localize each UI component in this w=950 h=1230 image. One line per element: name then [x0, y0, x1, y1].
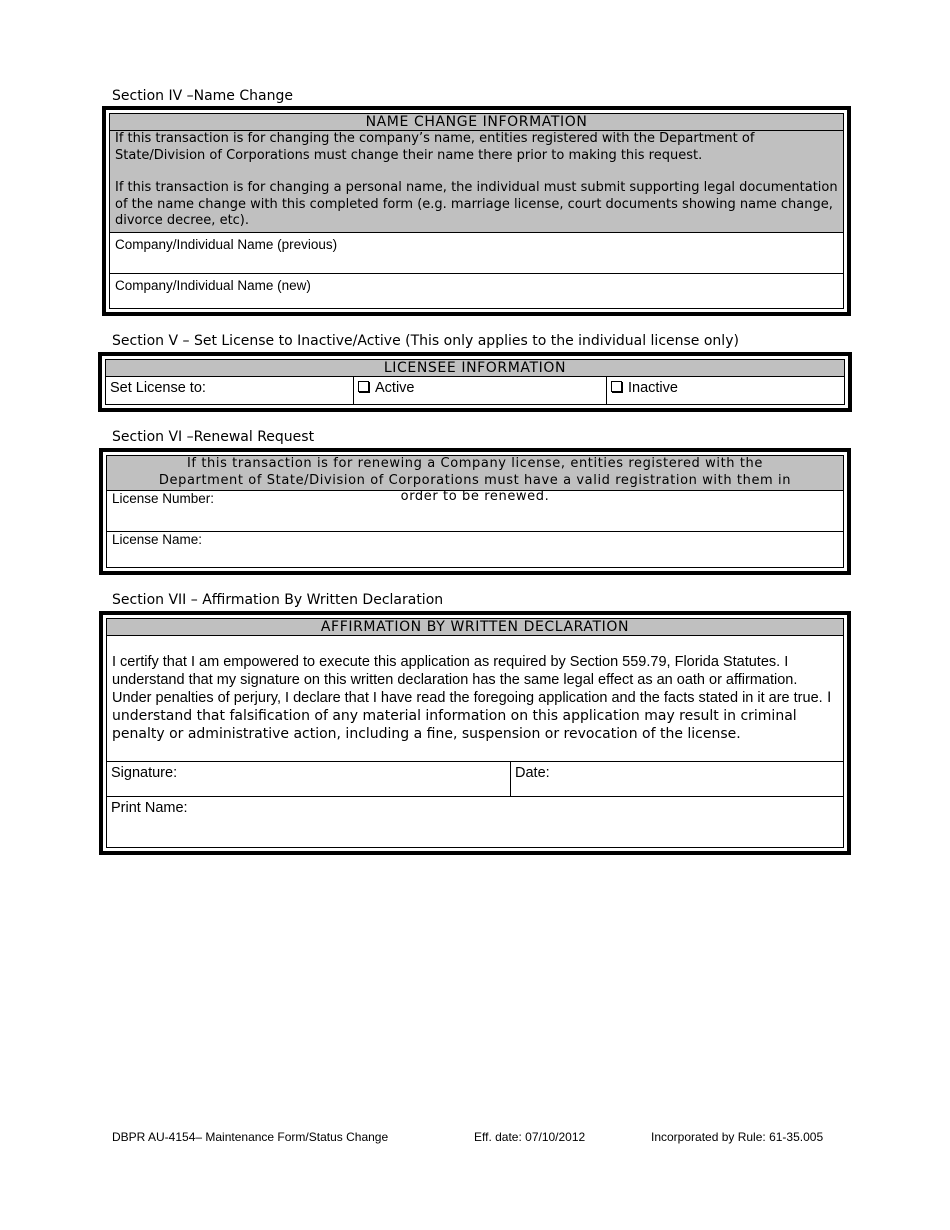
section-4-title: Section IV –Name Change [112, 88, 293, 104]
affirmation-box [99, 611, 851, 855]
licensee-info-header: LICENSEE INFORMATION [106, 360, 844, 377]
inactive-option[interactable] [607, 377, 844, 404]
affirmation-text-part-1: I certify that I am empowered to execute this application as required by Section 559.79, Florida Statutes. I understand that my signature on this written declaration has the same legal effect as an oath or affirmation. Under penalties of perjury, I declare that I have read the foregoing application and the facts stated in it are true. [112, 654, 823, 706]
footer-eff-date: Eff. date: 07/10/2012 [474, 1130, 586, 1144]
active-label: Active [375, 380, 415, 396]
section-7-title: Section VII – Affirmation By Written Declaration [112, 592, 444, 608]
section-5-title: Section V – Set License to Inactive/Active (This only applies to the individual license only) [112, 333, 739, 349]
previous-name-label: Company/Individual Name (previous) [115, 237, 338, 252]
license-number-field[interactable] [107, 491, 843, 532]
renewal-notice: If this transaction is for renewing a Company license, entities registered with the Department of State/Division of Corporations must have a valid registration with them in order to be renewed. [158, 456, 792, 504]
license-name-field[interactable] [107, 532, 843, 567]
date-field[interactable] [511, 762, 843, 796]
print-name-label: Print Name: [111, 800, 188, 816]
affirmation-header: AFFIRMATION BY WRITTEN DECLARATION [107, 619, 843, 636]
inactive-checkbox[interactable] [611, 381, 622, 392]
affirmation-text [107, 636, 843, 762]
date-label: Date: [515, 765, 550, 781]
footer-rule: Incorporated by Rule: 61-35.005 [651, 1130, 824, 1144]
print-name-field[interactable] [107, 797, 843, 847]
license-number-label: License Number: [112, 491, 215, 506]
signature-label: Signature: [111, 765, 178, 781]
new-name-field[interactable] [110, 274, 843, 308]
new-name-label: Company/Individual Name (new) [115, 278, 311, 293]
name-change-para-2: If this transaction is for changing a personal name, the individual must submit supporting legal documentation of the name change with this completed form (e.g. marriage license, court documents showing name change, divorce decree, etc). [115, 180, 838, 228]
name-change-para-1: If this transaction is for changing the company’s name, entities registered with the Department of State/Division of Corporations must change their name there prior to making this request. [115, 131, 755, 163]
active-option[interactable] [354, 377, 607, 404]
footer-form-id: DBPR AU-4154– Maintenance Form/Status Change [112, 1130, 389, 1144]
affirmation-text-part-2: I understand that falsification of any material information on this application may result in criminal penalty or administrative action, including a fine, suspension or revocation of the license. [112, 690, 832, 742]
name-change-header: NAME CHANGE INFORMATION [110, 114, 843, 131]
active-checkbox[interactable] [358, 381, 369, 392]
set-license-label: Set License to: [106, 377, 354, 404]
renewal-request-box [99, 448, 851, 575]
inactive-label: Inactive [628, 380, 678, 396]
signature-field[interactable] [107, 762, 511, 796]
name-change-instructions [110, 131, 843, 233]
previous-name-field[interactable] [110, 233, 843, 274]
name-change-box [102, 106, 851, 316]
licensee-info-box [98, 352, 852, 412]
section-6-title: Section VI –Renewal Request [112, 429, 315, 445]
license-name-label: License Name: [112, 532, 203, 547]
